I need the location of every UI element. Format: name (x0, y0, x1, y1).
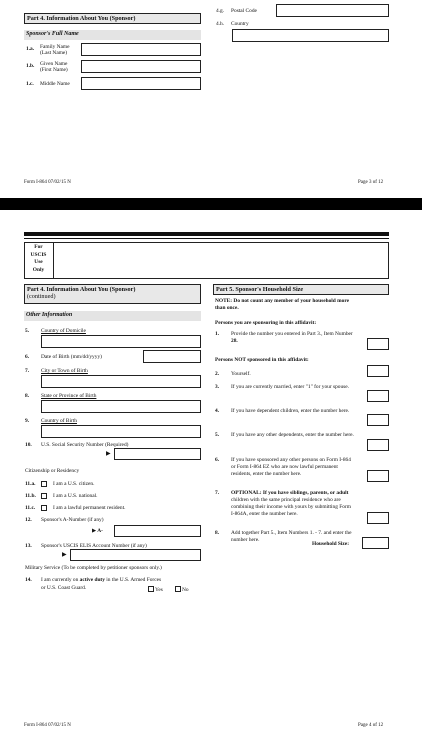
a-number-prefix: ▶ A- (92, 528, 103, 534)
first-name-label: (First Name) (40, 67, 68, 73)
q8-label: State or Province of Birth (41, 393, 97, 399)
item-4h-number: 4.h. (216, 21, 225, 27)
item-4h-label: Country (231, 21, 249, 27)
persons-not-sponsored-label: Persons NOT sponsored in this affidavit: (215, 357, 309, 363)
q11c-label: I am a lawful permanent resident. (53, 505, 126, 511)
r3-number: 3. (215, 384, 220, 390)
us-citizen-checkbox[interactable] (41, 481, 47, 487)
household-item-5-field[interactable] (367, 439, 389, 451)
a-number-field[interactable] (114, 525, 201, 537)
yes-label: Yes (155, 587, 163, 593)
q11c-number: 11.c. (25, 505, 36, 511)
q5-number: 5. (25, 328, 30, 334)
household-item-1-field[interactable] (367, 338, 389, 350)
r1-number: 1. (215, 331, 220, 337)
r5-number: 5. (215, 432, 220, 438)
middle-name-label: Middle Name (40, 81, 70, 87)
part-4-header: Part 4. Information About You (Sponsor) (24, 13, 201, 24)
item-1b-number: 1.b. (26, 63, 35, 69)
part-5-header: Part 5. Sponsor's Household Size (213, 284, 389, 295)
household-item-7-field[interactable] (367, 512, 389, 524)
q9-label: Country of Birth (41, 418, 77, 424)
page-4-footer-page: Page 4 of 12 (358, 723, 384, 728)
note-line-2: than once. (215, 305, 239, 311)
country-of-birth-field[interactable] (41, 425, 201, 438)
q10-number: 10. (25, 442, 32, 448)
r1-line1: Provide the number you entered in Part 3., Item Number (231, 331, 353, 337)
other-information-subheader: Other Information (24, 311, 201, 321)
page-3-footer-page: Page 3 of 12 (358, 180, 384, 185)
r5-line1: If you have any other dependents, enter the number here. (231, 432, 354, 438)
household-size-field[interactable] (362, 537, 389, 549)
uscis-use-only-label: For USCIS Use Only (24, 242, 54, 279)
r4-line1: If you have dependent children, enter the number here. (231, 408, 350, 414)
household-item-3-field[interactable] (367, 390, 389, 402)
q13-number: 13. (25, 543, 32, 549)
item-4g-label: Postal Code (231, 8, 257, 14)
middle-name-field[interactable] (81, 77, 201, 90)
city-of-birth-field[interactable] (41, 375, 201, 388)
q5-label: Country of Domicile (41, 328, 86, 334)
top-rule-thin (24, 238, 389, 239)
no-label: No (182, 587, 189, 593)
item-4g-number: 4.g. (216, 8, 225, 14)
page-4 (0, 210, 422, 750)
r6-line2: or Form I-864 EZ who are now lawful permanent (231, 464, 338, 470)
r6-number: 6. (215, 457, 220, 463)
q14-label-line2: or U.S. Coast Guard. (41, 585, 87, 591)
elis-arrow-icon: ▶ (62, 552, 67, 558)
r8-line1: Add together Part 5., Item Numbers 1. - 7. and enter the (231, 530, 352, 536)
item-1a-number: 1.a. (26, 46, 35, 52)
q13-label: Sponsor's USCIS ELIS Account Number (if any) (41, 543, 147, 549)
q14-label: I am currently on active duty in the U.S. Armed Forces (41, 577, 162, 583)
q6-number: 6. (25, 354, 30, 360)
date-of-birth-field[interactable] (143, 350, 201, 363)
q8-number: 8. (25, 393, 30, 399)
ssn-arrow-icon: ▶ (106, 451, 111, 457)
r2-number: 2. (215, 371, 220, 377)
lawful-permanent-resident-checkbox[interactable] (41, 505, 47, 511)
item-1c-number: 1.c. (26, 81, 34, 87)
q12-number: 12. (25, 517, 32, 523)
q11b-number: 11.b. (25, 493, 36, 499)
country-of-domicile-field[interactable] (41, 335, 201, 348)
page-3 (0, 0, 422, 198)
family-name-label: Family Name (40, 44, 70, 50)
q12-label: Sponsor's A-Number (if any) (41, 517, 104, 523)
q11a-label: I am a U.S. citizen. (53, 481, 95, 487)
elis-account-number-field[interactable] (70, 549, 201, 561)
r8-line2: number here. (231, 537, 260, 543)
us-national-checkbox[interactable] (41, 493, 47, 499)
r7-line2: children with the same principal residence who are (231, 497, 341, 503)
r6-line1: If you have sponsored any other persons on Form I-864 (231, 457, 351, 463)
household-item-4-field[interactable] (367, 414, 389, 426)
active-duty-yes-checkbox[interactable] (148, 586, 154, 592)
r6-line3: residents, enter the number here. (231, 471, 302, 477)
top-rule (24, 232, 389, 236)
military-service-label: Military Service (To be completed by petitioner sponsors only.) (25, 565, 162, 571)
last-name-label: (Last Name) (40, 50, 68, 56)
q7-number: 7. (25, 368, 30, 374)
q9-number: 9. (25, 418, 30, 424)
uscis-use-area (24, 242, 389, 279)
citizenship-label: Citizenship or Residency (25, 468, 80, 474)
persons-sponsoring-label: Persons you are sponsoring in this affidavit: (215, 320, 317, 326)
q6-label: Date of Birth (mm/dd/yyyy) (41, 354, 102, 360)
page-3-footer-form: Form I-864 07/02/15 N (24, 180, 71, 185)
household-item-2-field[interactable] (367, 365, 389, 377)
r7-line1: OPTIONAL: If you have siblings, parents, or adult (231, 490, 349, 496)
page-4-footer-form: Form I-864 07/02/15 N (24, 723, 71, 728)
part-4-continued-header: Part 4. Information About You (Sponsor) (continued) (24, 284, 201, 304)
r8-number: 8. (215, 530, 220, 536)
q10-label: U.S. Social Security Number (Required) (41, 442, 129, 448)
postal-code-field[interactable] (276, 4, 389, 17)
sponsor-full-name-subheader: Sponsor's Full Name (24, 30, 201, 40)
r2-line1: Yourself. (231, 371, 251, 377)
q11a-number: 11.a. (25, 481, 36, 487)
family-name-field[interactable] (81, 43, 201, 56)
ssn-field[interactable] (114, 448, 201, 460)
state-of-birth-field[interactable] (41, 400, 201, 413)
r7-line4: I-864A, enter the number here. (231, 511, 298, 517)
r4-number: 4. (215, 408, 220, 414)
r7-number: 7. (215, 490, 220, 496)
note-line-1: NOTE: Do not count any member of your household more (215, 298, 350, 304)
q7-label: City or Town of Birth (41, 368, 88, 374)
q11b-label: I am a U.S. national. (53, 493, 98, 499)
country-field[interactable] (232, 29, 389, 42)
given-name-field[interactable] (81, 60, 201, 73)
given-name-label: Given Name (40, 61, 68, 67)
r1-line2: 28. (231, 338, 238, 344)
r3-line1: If you are currently married, enter "1" for your spouse. (231, 384, 350, 390)
household-size-label: Household Size: (312, 541, 349, 547)
household-item-6-field[interactable] (367, 470, 389, 482)
active-duty-no-checkbox[interactable] (175, 586, 181, 592)
r7-line3: combining their income with yours by submitting Form (231, 504, 351, 510)
q14-number: 14. (25, 577, 32, 583)
